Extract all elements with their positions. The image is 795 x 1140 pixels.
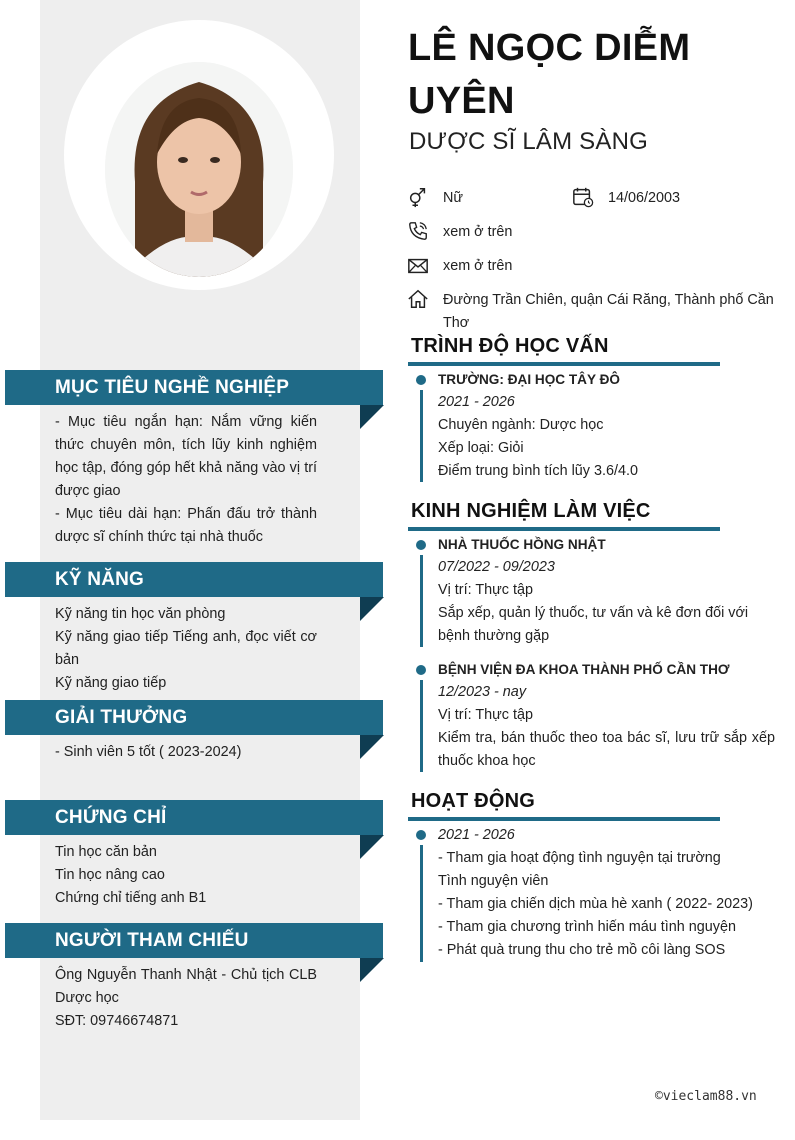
- address-value: Đường Trần Chiên, quận Cái Răng, Thành phố Cần Thơ: [443, 292, 774, 331]
- activities-timeline: [420, 845, 423, 962]
- awards-heading: GIẢI THƯỞNG: [5, 700, 383, 735]
- job-bullet: [416, 665, 426, 675]
- job-position: Vị trí: Thực tập: [438, 707, 533, 723]
- activity-item: Tình nguyện viên: [438, 873, 549, 889]
- references-fold: [360, 958, 384, 982]
- experience-rule: [408, 527, 720, 531]
- skill-item: Kỹ năng tin học văn phòng: [55, 606, 226, 622]
- education-gpa: Điểm trung bình tích lũy 3.6/4.0: [438, 463, 638, 479]
- activities-heading: HOẠT ĐỘNG: [411, 790, 536, 812]
- certificate-item: Tin học căn bản: [55, 844, 157, 860]
- activity-item: - Phát quà trung thu cho trẻ mồ côi làng SOS: [438, 942, 726, 958]
- skill-item: Kỹ năng giao tiếp: [55, 675, 167, 691]
- phone-icon: [407, 220, 429, 242]
- certificates-heading: CHỨNG CHỈ: [5, 800, 383, 835]
- award-item: - Sinh viên 5 tốt ( 2023-2024): [55, 744, 242, 760]
- education-period: 2021 - 2026: [438, 394, 515, 410]
- education-rule: [408, 362, 720, 366]
- skills-list: [55, 603, 317, 695]
- certificates-list: [55, 841, 317, 910]
- job-timeline: [420, 680, 423, 772]
- reference-person: Ông Nguyễn Thanh Nhật - Chủ tịch CLB Dược học: [55, 967, 317, 1006]
- education-major: Chuyên ngành: Dược học: [438, 417, 604, 433]
- job-entry: [438, 533, 775, 648]
- activities-bullet: [416, 830, 426, 840]
- skills-fold: [360, 597, 384, 621]
- skill-item: Kỹ năng giao tiếp Tiếng anh, đọc viết cơ bản: [55, 629, 317, 668]
- activities-entry: [438, 824, 775, 962]
- job-period: 12/2023 - nay: [438, 684, 527, 700]
- reference-phone: SĐT: 09746674871: [55, 1013, 179, 1029]
- job-description: Kiểm tra, bán thuốc theo toa bác sĩ, lưu trữ sắp xếp thuốc khoa học: [438, 730, 775, 769]
- job-entry: [438, 658, 775, 773]
- birthdate-value: 14/06/2003: [608, 190, 681, 206]
- objective-text: [55, 411, 317, 549]
- certificate-item: Tin học nâng cao: [55, 867, 165, 883]
- candidate-name: LÊ NGỌC DIỄM UYÊN: [408, 27, 691, 122]
- email-icon: [407, 255, 429, 277]
- job-title: DƯỢC SĨ LÂM SÀNG: [409, 128, 648, 155]
- job-company: BỆNH VIỆN ĐA KHOA THÀNH PHỐ CẦN THƠ: [438, 662, 730, 677]
- job-timeline: [420, 555, 423, 647]
- certificate-item: Chứng chỉ tiếng anh B1: [55, 890, 207, 906]
- education-heading: TRÌNH ĐỘ HỌC VẤN: [411, 335, 609, 357]
- skills-heading: KỸ NĂNG: [5, 562, 383, 597]
- activity-item: - Tham gia chiến dịch mùa hè xanh ( 2022- 2023): [438, 896, 753, 912]
- watermark: ©vieclam88.vn: [655, 1089, 757, 1104]
- certificates-fold: [360, 835, 384, 859]
- job-period: 07/2022 - 09/2023: [438, 559, 555, 575]
- job-bullet: [416, 540, 426, 550]
- education-timeline: [420, 390, 423, 482]
- objective-fold: [360, 405, 384, 429]
- awards-fold: [360, 735, 384, 759]
- activities-period: 2021 - 2026: [438, 827, 515, 843]
- email-value: xem ở trên: [443, 258, 513, 274]
- job-description: Sắp xếp, quản lý thuốc, tư vấn và kê đơn đối với bệnh thường gặp: [438, 605, 749, 644]
- objective-short-term: - Mục tiêu ngắn hạn: Nắm vững kiến thức chuyên môn, tích lũy kinh nghiệm học tập, đóng góp hết khả năng vào vị trí được giao: [55, 414, 317, 499]
- objective-long-term: - Mục tiêu dài hạn: Phấn đấu trở thành dược sĩ chính thức tại nhà thuốc: [55, 506, 317, 545]
- phone-value: xem ở trên: [443, 224, 513, 240]
- awards-list: [55, 741, 317, 764]
- activity-item: - Tham gia chương trình hiến máu tình nguyện: [438, 919, 736, 935]
- experience-heading: KINH NGHIỆM LÀM VIỆC: [411, 500, 651, 522]
- job-company: NHÀ THUỐC HỒNG NHẬT: [438, 537, 606, 552]
- activity-item: - Tham gia hoạt động tình nguyện tại trường: [438, 850, 721, 866]
- education-bullet: [416, 375, 426, 385]
- references-text: [55, 964, 317, 1033]
- gender-value: Nữ: [443, 190, 464, 206]
- objective-heading: MỤC TIÊU NGHỀ NGHIỆP: [5, 370, 383, 405]
- education-rank: Xếp loại: Giỏi: [438, 440, 524, 456]
- activities-rule: [408, 817, 720, 821]
- avatar: [105, 62, 293, 277]
- gender-icon: [407, 186, 429, 208]
- job-position: Vị trí: Thực tập: [438, 582, 533, 598]
- education-entry: [438, 368, 775, 483]
- references-heading: NGƯỜI THAM CHIẾU: [5, 923, 383, 958]
- school-name: TRƯỜNG: ĐẠI HỌC TÂY ĐÔ: [438, 372, 620, 387]
- home-icon: [407, 288, 429, 310]
- calendar-icon: [572, 186, 594, 208]
